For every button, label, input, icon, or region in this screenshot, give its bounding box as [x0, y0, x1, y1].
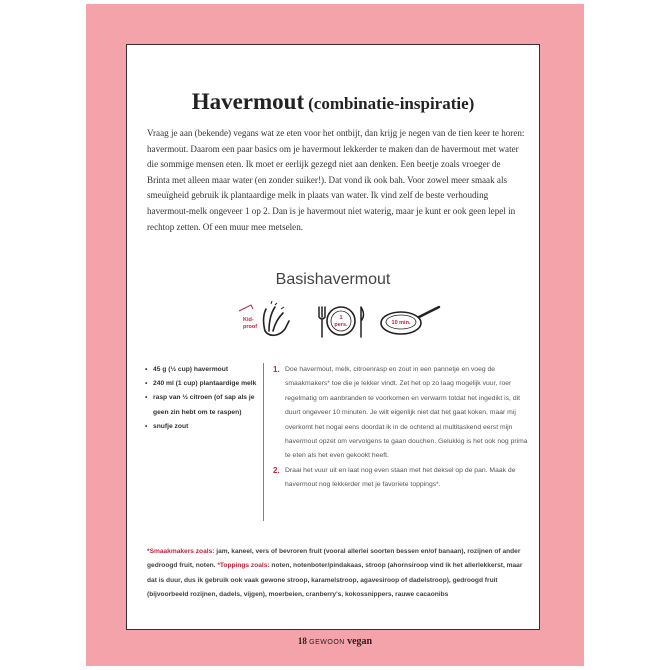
page-number: 18: [297, 636, 307, 646]
kid-label-1: Kid-: [243, 317, 254, 323]
footnotes: [147, 545, 523, 603]
pers-label: pers.: [334, 322, 348, 328]
kid-proof-hand-icon: [235, 301, 295, 341]
recipe-icons: [235, 301, 445, 341]
plate-cutlery-icon: [313, 301, 369, 341]
ingredient-item: • rasp van ½ citroen (of sap als je geen zin hebt om te raspen): [145, 391, 265, 419]
step-text: Doe havermout, melk, citroenrasp en zout in een pannetje en voeg de smaakmakers* toe die je lekker vindt. Zet het op zo laag mogelijk vuur, roer regelmatig om aanbranden te voorkomen en verwarm totdat het ingedikt is, dit duurt ongeveer 10 minuten. Je wilt eigenlijk niet dat het gaat koken, maar mij overkomt het nogal eens doordat ik in de ochtend al multitaskend eerst mijn havermout opzet om vervolgens te gaan douchen. Gelukkig is het ook nog prima te eten als het even gekookt heeft.: [285, 366, 528, 460]
instruction-steps: [273, 363, 531, 493]
step-item: [273, 363, 531, 464]
title-subtitle: (combinatie-inspiratie): [308, 94, 475, 113]
book-brand-name: vegan: [347, 636, 373, 647]
recipe-card: [126, 44, 540, 630]
frying-pan-icon: [377, 301, 443, 341]
title-main: Havermout: [191, 89, 305, 114]
step-text: Draai het vuur uit en laat nog even staan met het deksel op de pan. Maak de havermout nog lekkerder met je favoriete toppings*.: [285, 466, 516, 489]
pers-number: 1: [339, 315, 343, 321]
ingredient-item: • snufje zout: [145, 420, 265, 434]
intro-paragraph: Vraag je aan (bekende) vegans wat ze eten voor het ontbijt, dan krijg je negen van de tien keer te horen: havermout. Daarom een paar basics om je havermout lekkerder te maken dan de havermout met water die sommige mensen eten. Ik moet er eerlijk gezegd niet aan denken. Een beetje zoals vroeger de Brinta met alleen maar water (en zonder suiker!). Dat vond ik ook bah. Voor zowel meer smaak als smeuïgheid gebruik ik plantaardige melk in plaats van water. Ik vind zelf de beste verhouding havermout-melk ongeveer 1 op 2. Dan is je havermout niet waterig, maar je kunt er ook geen lepel in rechtop zetten. Of een muur mee metselen.: [147, 128, 525, 232]
smaakmakers-label: *Smaakmakers zoals:: [147, 548, 215, 555]
smaakmakers-text: jam, kaneel, vers of bevroren fruit (vooral allerlei soorten bessen en/of banaan), rozijnen of ander gedroogd fruit, noten.: [147, 548, 521, 570]
page-title: [127, 89, 539, 115]
pan-time: 10 min.: [391, 320, 411, 326]
step-number: 1.: [273, 365, 280, 374]
ingredient-list: [145, 363, 265, 434]
toppings-text: noten, notenboter/pindakaas, stroop (ahornsiroop vind ik het allerlekkerst, maar dat is duur, dus ik gebruik ook vaak gewone stroop, karamelstroop, agavesiroop of dadelstroop), gedroogd fruit (bijvoorbeeld rozijnen, dadels, vijgen), moerbeien, cranberry's, kokossnippers, rauwe cacaonibs: [147, 562, 523, 599]
step-number: 2.: [273, 465, 280, 475]
book-brand-prefix: GEWOON: [309, 639, 345, 646]
column-divider: [263, 363, 264, 521]
page-footer: [0, 636, 670, 647]
ingredient-item: • 45 g (½ cup) havermout: [145, 363, 265, 377]
recipe-heading: Basishavermout: [275, 271, 391, 288]
kid-label-2: proof: [243, 324, 258, 330]
ingredient-item: • 240 ml (1 cup) plantaardige melk: [145, 377, 265, 391]
step-item: [273, 464, 531, 493]
toppings-label: *Toppings zoals:: [217, 562, 270, 570]
